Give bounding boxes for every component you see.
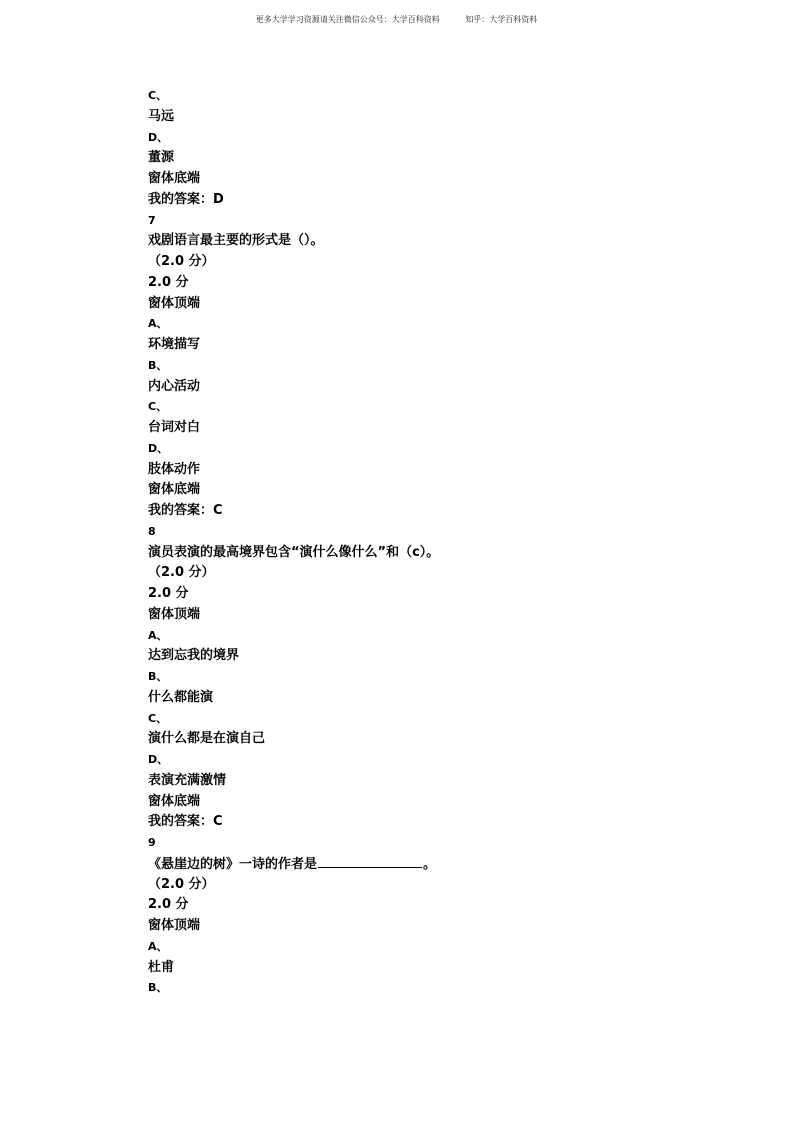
question-score: 2.0 分	[148, 274, 189, 290]
form-bottom-marker: 窗体底端	[148, 482, 201, 498]
option-d-text: 肢体动作	[148, 461, 201, 477]
option-a-label: A、	[148, 628, 168, 642]
option-a-text: 杜甫	[148, 959, 175, 975]
question-score-note: （2.0 分）	[148, 876, 215, 892]
my-answer: 我的答案：C	[148, 503, 223, 518]
option-d-label: D、	[148, 130, 169, 144]
option-c-label: C、	[148, 711, 168, 725]
question-text-before-blank: 《悬崖边的树》一诗的作者是	[148, 856, 318, 872]
option-d-label: D、	[148, 753, 169, 766]
form-top-marker: 窗体顶端	[148, 918, 201, 933]
question-score-note: （2.0 分）	[148, 254, 215, 269]
question-number: 8	[148, 524, 156, 538]
question-score-note: （2.0 分）	[148, 565, 215, 581]
option-b-label: B、	[148, 358, 168, 372]
option-a-label: A、	[148, 317, 168, 331]
page-header	[0, 14, 793, 25]
option-c-text: 马远	[148, 108, 175, 124]
option-d-text: 表演充满激情	[148, 772, 227, 788]
option-b-label: B、	[148, 670, 168, 683]
option-b-label: B、	[148, 981, 168, 995]
fill-in-blank	[318, 854, 422, 868]
header-zhihu-note: 知乎：大学百科资料	[465, 15, 538, 24]
option-a-text: 达到忘我的境界	[148, 648, 240, 664]
question-score: 2.0 分	[148, 586, 189, 601]
form-top-marker: 窗体顶端	[148, 295, 201, 311]
my-answer: 我的答案：D	[148, 191, 224, 207]
option-c-label: C、	[148, 89, 168, 102]
option-b-text: 什么都能演	[148, 689, 214, 705]
form-top-marker: 窗体顶端	[148, 606, 201, 622]
question-text: 戏剧语言最主要的形式是（）。	[148, 233, 324, 249]
form-bottom-marker: 窗体底端	[148, 793, 201, 809]
question-number: 7	[148, 213, 156, 227]
option-b-text: 内心活动	[148, 378, 201, 394]
document-body	[148, 86, 668, 999]
question-score: 2.0 分	[148, 897, 189, 913]
option-d-text: 董源	[148, 150, 175, 166]
option-a-text: 环境描写	[148, 337, 201, 352]
option-c-text: 演什么都是在演自己	[148, 731, 266, 747]
option-c-text: 台词对白	[148, 420, 201, 435]
option-c-label: C、	[148, 400, 168, 414]
question-text: 演员表演的最高境界包含“演什么像什么”和（c）。	[148, 544, 440, 560]
option-d-label: D、	[148, 441, 169, 455]
form-bottom-marker: 窗体底端	[148, 171, 201, 186]
question-number: 9	[148, 836, 156, 849]
option-a-label: A、	[148, 939, 168, 953]
my-answer: 我的答案：C	[148, 814, 223, 830]
header-wechat-note: 更多大学学习资源请关注微信公众号：大学百科资料	[255, 15, 440, 24]
question-text-after-blank: 。	[423, 856, 437, 872]
question-text	[148, 854, 668, 875]
